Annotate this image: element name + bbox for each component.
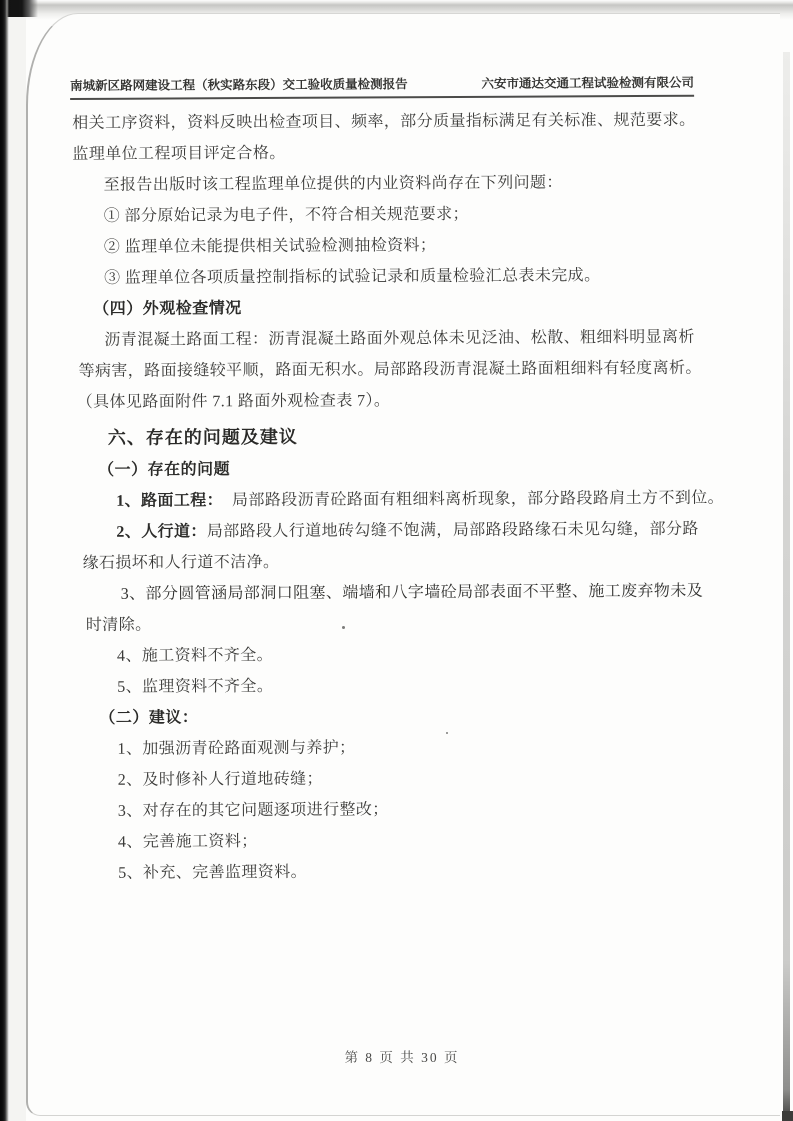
report-title: 南城新区路网建设工程（秋实路东段）交工验收质量检测报告 [70,77,408,93]
problem-item: 5、监理资料不齐全。 [117,677,274,696]
company-name: 六安市通达交通工程试验检测有限公司 [481,75,695,91]
document-content [70,73,725,889]
supervision-issue: ① 部分原始记录为电子件，不符合相关规范要求； [103,205,469,225]
page-number: 第 8 页 共 30 页 [344,1050,460,1065]
suggestion-item: 2、及时修补人行道地砖缝； [117,770,323,789]
supervision-issue: ② 监理单位未能提供相关试验检测抽检资料； [103,237,437,256]
scan-corner-artifact [782,1111,793,1121]
scan-right-edge [783,52,790,1121]
appearance-line: 沥青混凝土路面工程：沥青混凝土路面外观总体未见泛油、松散、粗细料明显离析 [104,328,695,349]
problem-item-continuation: 缘石损坏和人行道不洁净。 [82,553,280,572]
suggestion-item: 3、对存在的其它问题逐项进行整改； [117,801,389,820]
problem-label: 1、路面工程： [116,492,224,510]
scan-left-edge [0,0,9,1121]
page-header [70,73,694,100]
appearance-line: 等病害，路面接缝较平顺，路面无积水。局部路段沥青混凝土路面粗细料有轻度离析。 [78,359,702,380]
suggestion-item: 1、加强沥青砼路面观测与养护； [117,739,356,758]
subsection-heading-suggestions: （二）建议： [99,709,199,727]
supervision-intro: 至报告出版时该工程监理单位提供的内业资料尚存在下列问题： [103,174,563,194]
problem-item [72,483,725,517]
scan-left-margin [9,14,26,1121]
problem-item [72,514,699,548]
suggestion-item: 4、完善施工资料； [117,833,258,851]
appearance-line: （具体见路面附件 7.1 路面外观检查表 7）。 [76,392,391,411]
section-heading-appearance-check: （四）外观检查情况 [93,300,242,318]
suggestion-item: 5、补充、完善监理资料。 [118,863,308,882]
problem-text: 局部路段人行道地砖勾缝不饱满，局部路段路缘石未见勾缝，部分路 [206,520,699,541]
carryover-line: 相关工序资料，资料反映出检查项目、频率，部分质量指标满足有关标准、规范要求。 [72,111,696,132]
problem-label: 2、人行道： [116,523,207,541]
problem-item: 4、施工资料不齐全。 [116,646,274,665]
carryover-line: 监理单位工程项目评定合格。 [72,144,286,163]
supervision-issue: ③ 监理单位各项质量控制指标的试验记录和质量检验汇总表未完成。 [104,267,601,287]
subsection-heading-problems: （一）存在的问题 [98,461,231,479]
problem-item-continuation: 时清除。 [85,616,152,634]
body-text [70,105,725,889]
chapter-heading-problems-and-suggestions: 六、存在的问题及建议 [107,426,298,448]
problem-item: 3、部分圆管涵局部洞口阻塞、端墙和八字墙砼局部表面不平整、施工废弃物未及 [120,582,704,603]
problem-text: 局部路段沥青砼路面有粗细料离析现象，部分路段路肩土方不到位。 [231,489,725,510]
